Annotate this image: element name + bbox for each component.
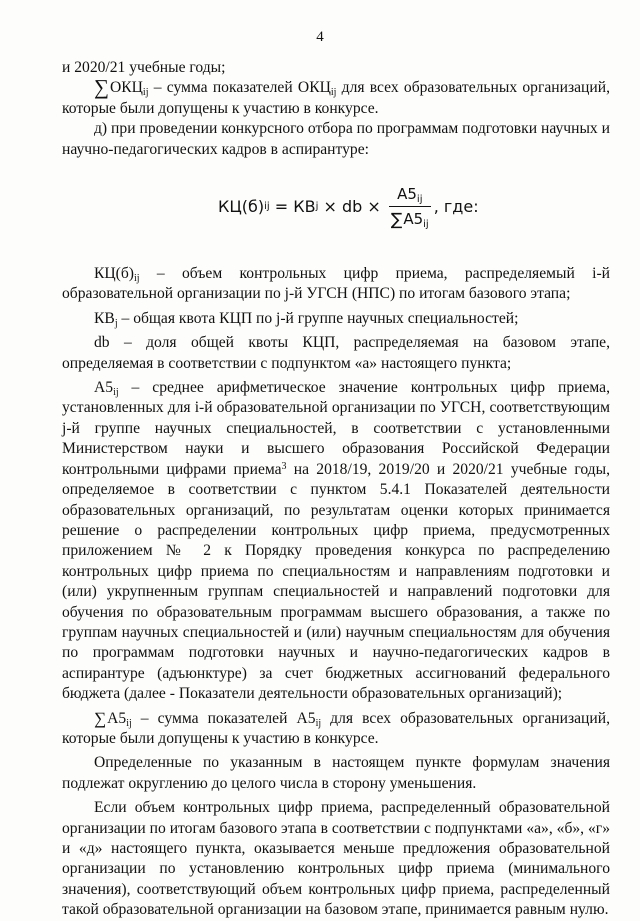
document-body (62, 58, 610, 921)
formula-block (62, 166, 610, 244)
definition-text: – объем контрольных цифр приема, распределяемый i-й образовательной организации по j-й УГСН (НПС) по итогам базового этапа; (62, 265, 610, 303)
fraction-denominator (389, 206, 431, 229)
var-kcb: КЦ(б) (94, 265, 134, 283)
item-d: д) при проведении конкурсного отбора по программам подготовки научных и научно-педагогических кадров в аспирантуре: (62, 120, 610, 158)
definition-text: – сумма показателей ОКЦ (148, 79, 331, 97)
sub-ij: ij (416, 194, 423, 206)
definition-a5 (62, 378, 610, 705)
paragraph-rounding: Определенные по указанным в настоящем пункте формулам значения подлежат округлению до целого числа в сторону уменьшения. (62, 754, 610, 792)
times-db: × db × (318, 196, 386, 216)
sum-symbol: ∑ (390, 210, 403, 231)
sum-symbol: ∑ (94, 75, 109, 100)
definition-text: на 2018/19, 2019/20 и 2020/21 учебные годы, определяемое в соответствии с пунктом 5.4.1 Показателей деятельности образовательных организаций, по результатам оценки которых принимается решение о распределении контрольных цифр приема, предусмотренных приложением № 2 к Порядку проведения конкурса по распределению контрольных цифр приема по специальностям и направлениям подготовки и (или) укрупненным группам специальностей и направлений подготовки для обучения по образовательным программам высшего образования, а также по группам научных специальностей и (или) научным специальностям для обучения по программам подготовки научных и научно-педагогических кадров в аспирантуре (адъюнктуре) за счет бюджетных ассигнований федерального бюджета (далее - Показатели деятельности образовательных организаций); (62, 460, 610, 703)
sub-ij: ij (315, 717, 322, 729)
definition-text: – среднее арифметическое значение контрольных цифр приема, установленных для i-й образовательной организации по УГСН, соответствующим j-й группе научных специальностей, в соответствии с установленными Министерством науки и высшего образования Российской Федерации контрольными цифрами приема (62, 379, 610, 478)
sub-ij: ij (423, 219, 429, 231)
num-a5: А5 (397, 185, 417, 204)
formula-fraction (389, 184, 431, 230)
var-okc: ОКЦ (109, 79, 143, 97)
sub-ij: ij (126, 717, 132, 729)
sub-ij: ij (142, 87, 149, 99)
var-kv: КВ (94, 309, 115, 327)
sub-ij: ij (133, 273, 140, 285)
footnote-ref: 3 (281, 460, 287, 472)
line-academic-years: и 2020/21 учебные годы; (62, 59, 226, 76)
definition-kv (62, 309, 610, 329)
definition-db: db – доля общей квоты КЦП, распределяемая на базовом этапе, определяемая в соответствии с подпунктом «а» настоящего пункта; (62, 334, 610, 372)
definition-text: – сумма показателей А5 (131, 709, 316, 727)
definition-text: для всех образовательных организаций, которые были допущены к участию в конкурсе. (62, 709, 610, 747)
formula-kcb: КЦ(б) ij = КВ j × db × $\frac{А5_{ij}}{\sum А5_{ij}}$ , где: (218, 185, 479, 231)
definition-text: – общая квота КЦП по j-й группе научных специальностей; (117, 309, 519, 327)
den-a5: А5 (403, 210, 424, 229)
definition-kcb (62, 264, 610, 305)
paragraph-final: Если объем контрольных цифр приема, распределенный образовательной организации по итогам базового этапа в соответствии с подпунктами «а», «б», «г» и «д» настоящего пункта, оказывается меньше предложения образовательной организации по установлению контрольных цифр приема (минимального значения), соответствующий объем контрольных цифр приема, распределенный такой образовательной организации на базовом этапе, принимается равным нулю. (62, 799, 610, 919)
definition-sum-okc (62, 75, 610, 119)
formula-kv: КВ (293, 196, 316, 216)
sub-ij: ij (330, 87, 337, 99)
sum-symbol: ∑ (94, 708, 107, 728)
var-a5: А5 (107, 709, 127, 727)
definition-sum-a5 (62, 709, 610, 750)
sub-j: j (114, 317, 118, 329)
sub-ij: ij (113, 387, 119, 399)
definition-text: для всех образовательных организаций, которые были допущены к участию в конкурсе. (62, 79, 610, 117)
formula-suffix: , где: (433, 196, 479, 216)
var-a5: А5 (94, 379, 114, 397)
formula-lhs: КЦ(б) (218, 196, 265, 216)
page-number: 4 (316, 29, 324, 45)
fraction-numerator (395, 184, 424, 206)
equals-sign: = (269, 196, 294, 216)
